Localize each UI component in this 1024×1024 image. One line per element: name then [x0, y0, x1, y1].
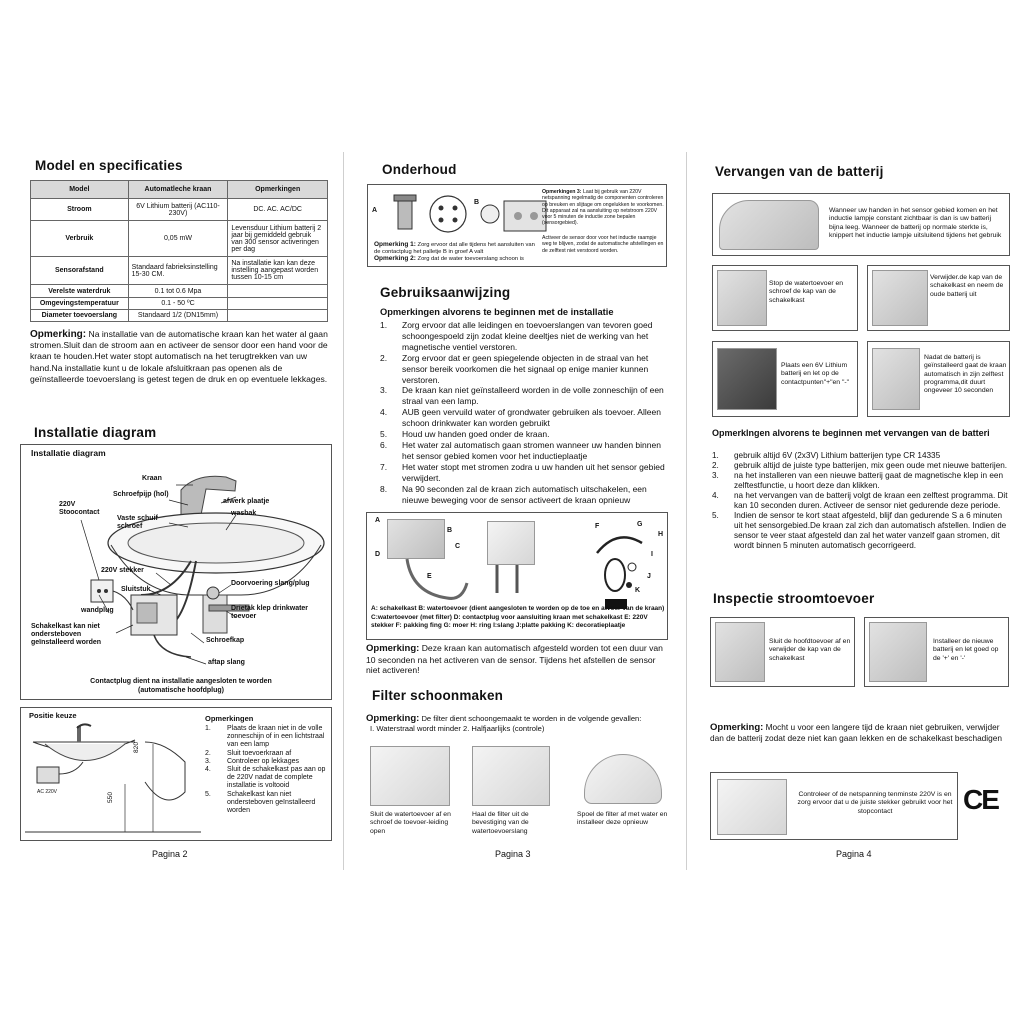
step-photo — [717, 348, 777, 410]
filter-remark: Opmerking: De filter dient schoongemaakt te worden in de volgende gevallen: I. Waterstraal wordt minder 2. Halfjaarlijks (controle) — [366, 713, 642, 733]
table-row: Omgevingstemperatuur 0.1 - 50 ºC — [31, 298, 328, 310]
dim-820: 820 — [133, 741, 140, 753]
label-kraan: Kraan — [142, 475, 162, 482]
label-doorvoering: Doorvoering slang/plug — [231, 580, 310, 587]
label-drietak: Drietak klep drinkwater toevoer — [231, 605, 309, 620]
filter-step-photo — [584, 754, 662, 804]
list-item: 8. Na 90 seconden zal de kraan zich automatisch uitschakelen, een nieuwe beweging voor de sensor activeert de kraan opnieuw — [380, 483, 647, 505]
filter-step-caption: Haal de filter uit de bevestiging van de watertoevoerslang — [472, 811, 529, 835]
battery-step-box: Stop de watertoevoer en schroef de kap van de schakelkast — [712, 265, 858, 331]
socket-photo — [717, 779, 787, 835]
usage-list — [380, 320, 670, 505]
power-step-box: Sluit de hoofdtoevoer af en verwijder de kap van de schakelkast — [710, 617, 855, 687]
list-item: 5. Indien de sensor te kort staat afgesteld, blijf dan gedurende S a 6 minuten uit het sensorgebied.De kraan zal zich dan automatisch afstellen. Indien de sensor te veer staat afgesteld dan zal het water vanzelf gaan stromen, dit wordt binnen 5 minuten automatisch gecorrigeerd. — [712, 511, 1007, 550]
usage-subtitle: Opmerkingen alvorens te beginnen met de installatie — [380, 307, 614, 317]
maintenance-title: Onderhoud — [382, 162, 457, 177]
table-row: Verbruik 0,05 mW Levensduur Lithium batterij 2 jaar bij gemiddeld gebruik van 300 sensor activeringen per dag — [31, 221, 328, 257]
page-number: Pagina 3 — [495, 849, 531, 859]
page-number: Pagina 4 — [836, 849, 872, 859]
battery-remarks-title: Opmerklngen alvorens te beginnen met vervangen van de batteri — [712, 428, 990, 438]
filter-step-caption: Sluit de watertoevoer af en schroef de toevoer-leiding open — [370, 811, 451, 835]
mains-box: Controleer of de netspanning tenminste 220V is en zorg ervoor dat u de juiste stekker gebruikt voor het stopcontact — [710, 772, 958, 840]
step-photo — [872, 270, 928, 326]
list-item: 4. Sluit de schakelkast pas aan op de 220V nadat de complete installatie is voltooid — [205, 766, 326, 790]
step-photo — [869, 622, 927, 682]
maintenance-box: A B Opmerkingen 3: Laat bij gebruik van 220V netspanning regelmatig de componenten controleren op breuken en slijtage om ongelukken te voorkomen. Dit apparaat zal na aansluiting op netstroom 220V voor 5 minuten de inductie zone bepalen (sensorgebied). Activeer de sensor door voor het inductie raampje weg te blijven, zodat de automatische afstellingen en de zelftest niet verstoord worden. Opmerking 1: Zorg ervoor dat alle tijdens het aansluiten van de contactplug het palletje B in groef A valt Opmerking 2: Zorg dat de water toevoerslang schoon is — [367, 184, 667, 267]
label-schroefkap: Schroefkap — [206, 637, 245, 644]
specs-table — [30, 180, 328, 322]
list-item: 3. De kraan kan niet geïnstalleerd worden in de volle zonneschijn of een straal van een lamp. — [380, 385, 664, 407]
label-vaste-schuif: Vaste schuif schroef — [117, 515, 158, 530]
list-item: 2. Sluit toevoerkraan af — [205, 749, 292, 757]
page-2 — [18, 152, 336, 864]
list-item: 3. na het installeren van een nieuwe batterij gaat de magnetische klep in een zelftestfunctie, u hoort deze dan klikken. — [712, 471, 1004, 490]
battery-remarks — [712, 451, 1010, 551]
dim-550: 550 — [107, 791, 114, 803]
power-step-box: Installeer de nieuwe batterij en let goed op de '+' en '-' — [864, 617, 1009, 687]
page-3 — [362, 152, 672, 864]
specs-remark: Opmerking: Na installatie van de automatische kraan kan het water al gaan stromen.Sluit dan de stroom aan en activeer de sensor door een hand voor de kraan te houden.Het water stopt automatisch na het terugtrekken van uw hand.Na installatie kunt u de lokale afsluitkraan pas openen als de geïnstalleerde toevoerslang is getest tegen de druk en op eventuele lekkages. — [30, 329, 328, 384]
table-header: Model — [31, 181, 129, 199]
maintenance-note-2: Opmerking 2: Zorg dat de water toevoerslang schoon is — [374, 255, 524, 262]
list-item: 2. gebruik altijd de juiste type batterijen, mix geen oude met nieuwe batterijen. — [712, 461, 1008, 470]
label-sluitstuk: Sluitstuk — [121, 586, 151, 593]
battery-title: Vervangen van de batterij — [715, 164, 884, 179]
label-stoocontact: 220V Stoocontact — [59, 501, 100, 516]
label-stekker: 220V stekker — [101, 567, 144, 574]
table-row: Sensorafstand Standaard fabrieksinstelling 15-30 CM. Na installatie kan kan deze instelling aangepast worden tussen 10-15 cm — [31, 257, 328, 285]
list-item: 4. na het vervangen van de batterij volgt de kraan een zelftest programma. Dit kan 10 seconden duren. Activeer de sensor niet gedurende deze periode. — [712, 491, 1008, 510]
table-row: Verelste waterdruk 0.1 tot 0.6 Mpa — [31, 285, 328, 298]
ce-mark: CE — [963, 784, 998, 815]
table-header: Opmerkingen — [228, 181, 328, 199]
list-item: 3. Controleer op lekkages — [205, 757, 299, 765]
table-row: Diameter toevoerslang Standaard 1/2 (DN15mm) — [31, 310, 328, 322]
battery-intro: Wanneer uw handen in het sensor gebied komen en het inductie lampje constant zichtbaar is dan is uw batterij bijna leeg. Wanneer de batterij op normale sterkte is, knippert het inductie lampje uitsluitend tijdens het gebruik — [829, 207, 1002, 239]
parts-box: A B C D E F G H I J K A: schakelkast B: watertoevoer (dient aangesloten te worden op de toe en atvoer van de kraan) C:watertoevoer (met filter) D: contactplug voor aansluiting kraan met schakelkast E: 220V stekker F: pakking fing G: moer H: ring I:slang J:platte pakking K: decoratieplaatje — [366, 512, 668, 640]
list-item: 5. Schakelkast kan niet ondersteboven geïnstalleerd worden — [205, 790, 316, 815]
faucet-diagram — [21, 445, 333, 701]
page-divider — [343, 152, 344, 870]
list-item: 1. gebruik altijd 6V (2x3V) Lithium batterijen type CR 14335 — [712, 451, 941, 460]
list-item: 4. AUB geen vervuild water of grondwater gebruiken als toevoer. Alleen schoon drinkwater kan worden gebruikt — [380, 407, 661, 429]
list-item: 6. Het water zal automatisch gaan stromen wanneer uw handen binnen het sensor gebied komen voor het inductieplaatje — [380, 439, 661, 461]
parts-caption: A: schakelkast B: watertoevoer (dient aangesloten te worden op de toe en atvoer van de kraan) C:watertoevoer (met filter) D: contactplug voor aansluiting kraan met schakelkast E: 220V stekker F: pakking fing G: moer H: ring I:slang J:platte pakking K: decoratieplaatje — [371, 605, 665, 629]
power-title: Inspectie stroomtoevoer — [713, 591, 875, 606]
table-header: Automatleche kraan — [128, 181, 228, 199]
position-notes: Opmerkingen 1. Plaats de kraan niet in de volle zonneschijn of in een lichtstraal van een lamp 2. Sluit toevoerkraan af 3. Controleer op lekkages 4. Sluit de schakelkast pas aan op de 220V nadat de complete installatie is voltooid 5. Schakelkast kan niet ondersteboven geïnstalleerd worden — [205, 714, 329, 815]
step-photo — [872, 348, 920, 410]
position-box — [20, 707, 332, 841]
list-item: 2. Zorg ervoor dat er geen spiegelende objecten in de straal van het sensor bereik voorkomen die het signaal op enige manier kunnen verstoren. — [380, 352, 649, 385]
step-photo — [715, 622, 765, 682]
filter-step-photo — [472, 746, 550, 806]
battery-intro-box — [712, 193, 1010, 256]
install-diagram — [20, 444, 332, 700]
label-aftap: aftap slang — [208, 659, 245, 666]
maintenance-note-3: Opmerkingen 3: Laat bij gebruik van 220V netspanning regelmatig de componenten controleren op breuken en slijtage om ongelukken te voorkomen. Dit apparaat zal na aansluiting op netstroom 220V voor 5 minuten de inductie zone bepalen (sensorgebied). — [542, 189, 664, 227]
specs-title: Model en specificaties — [35, 158, 183, 173]
table-row: Stroom 6V Lithium batterij (AC110-230V) DC. AC. AC/DC — [31, 199, 328, 221]
filter-step-photo — [370, 746, 450, 806]
label-afwerk: afwerk plaatje — [223, 498, 270, 505]
maintenance-note-1: Opmerking 1: Zorg ervoor dat alle tijdens het aansluiten van de contactplug het palletje B in groef A valt — [374, 241, 535, 255]
battery-step-box: Verwijder.de kap van de schakelkast en neem de oude batterij uit — [867, 265, 1010, 331]
battery-step-box: Plaats een 6V Lithium batterij en let op de contactpunten"+"en "-" — [712, 341, 858, 417]
maintenance-note-4: Activeer de sensor door voor het inductie raampje weg te blijven, zodat de automatische afstellingen en de zelftest niet verstoord worden. — [542, 235, 664, 254]
list-item: 1. Plaats de kraan niet in de volle zonneschijn of in een lichtstraal van een lamp — [205, 725, 325, 749]
dim-ac: AC 220V — [37, 789, 58, 795]
power-remark: Opmerking: Mocht u voor een langere tijd de kraan niet gebruiken, verwijder dan de batterij zodat deze niet kan gaan lekken en de schakelkast beschadigen — [710, 722, 1002, 743]
list-item: 1. Zorg ervoor dat alle leidingen en toevoerslangen van tevoren goed schoongespoeld zijn zodat kleine deeltjes niet de werking van het magnetische ventiel verstoren. — [380, 320, 653, 352]
page-number: Pagina 2 — [152, 849, 188, 859]
list-item: 7. Het water stopt met stromen zodra u uw handen uit het sensor gebied verwijdert. — [380, 461, 665, 483]
usage-title: Gebruiksaanwijzing — [380, 285, 511, 300]
label-schroefpijp: Schroefpijp (hol) — [113, 491, 169, 498]
position-title: Positie keuze — [29, 711, 77, 720]
install-title: Installatie diagram — [34, 425, 157, 440]
label-wasbak: wasbak — [231, 510, 257, 517]
label-contactplug: Contactplug dient na installatie aangesloten te worden (automatische hoofdplug) — [90, 678, 272, 694]
position-diagram — [25, 722, 201, 840]
step-photo — [717, 270, 767, 326]
filter-step-caption: Spoel de filter af met water en installeer deze opnieuw — [577, 811, 668, 827]
label-schakelkast: Schakelkast kan niet ondersteboven geïnstalleerd worden — [31, 623, 102, 646]
list-item: 5. Houd uw handen goed onder de kraan. — [380, 429, 550, 440]
faucet-photo — [719, 200, 819, 250]
page-4 — [705, 152, 1010, 864]
battery-step-box: Nadat de batterij is geïnstalleerd gaat de kraan automatisch in zijn zelftest programma,dit duurt ongeveer 10 seconden — [867, 341, 1010, 417]
filter-title: Filter schoonmaken — [372, 688, 504, 703]
usage-remark: Opmerking: Deze kraan kan automatisch afgesteld worden tot een duur van 10 seconden na het activeren van de sensor. Tijdens het afstellen de sensor niet activeren! — [366, 643, 663, 675]
label-wandplug: wandplug — [81, 607, 114, 614]
maintenance-illustration — [378, 189, 550, 243]
diagram-title: Installatie diagram — [31, 448, 106, 458]
page-divider — [686, 152, 687, 870]
